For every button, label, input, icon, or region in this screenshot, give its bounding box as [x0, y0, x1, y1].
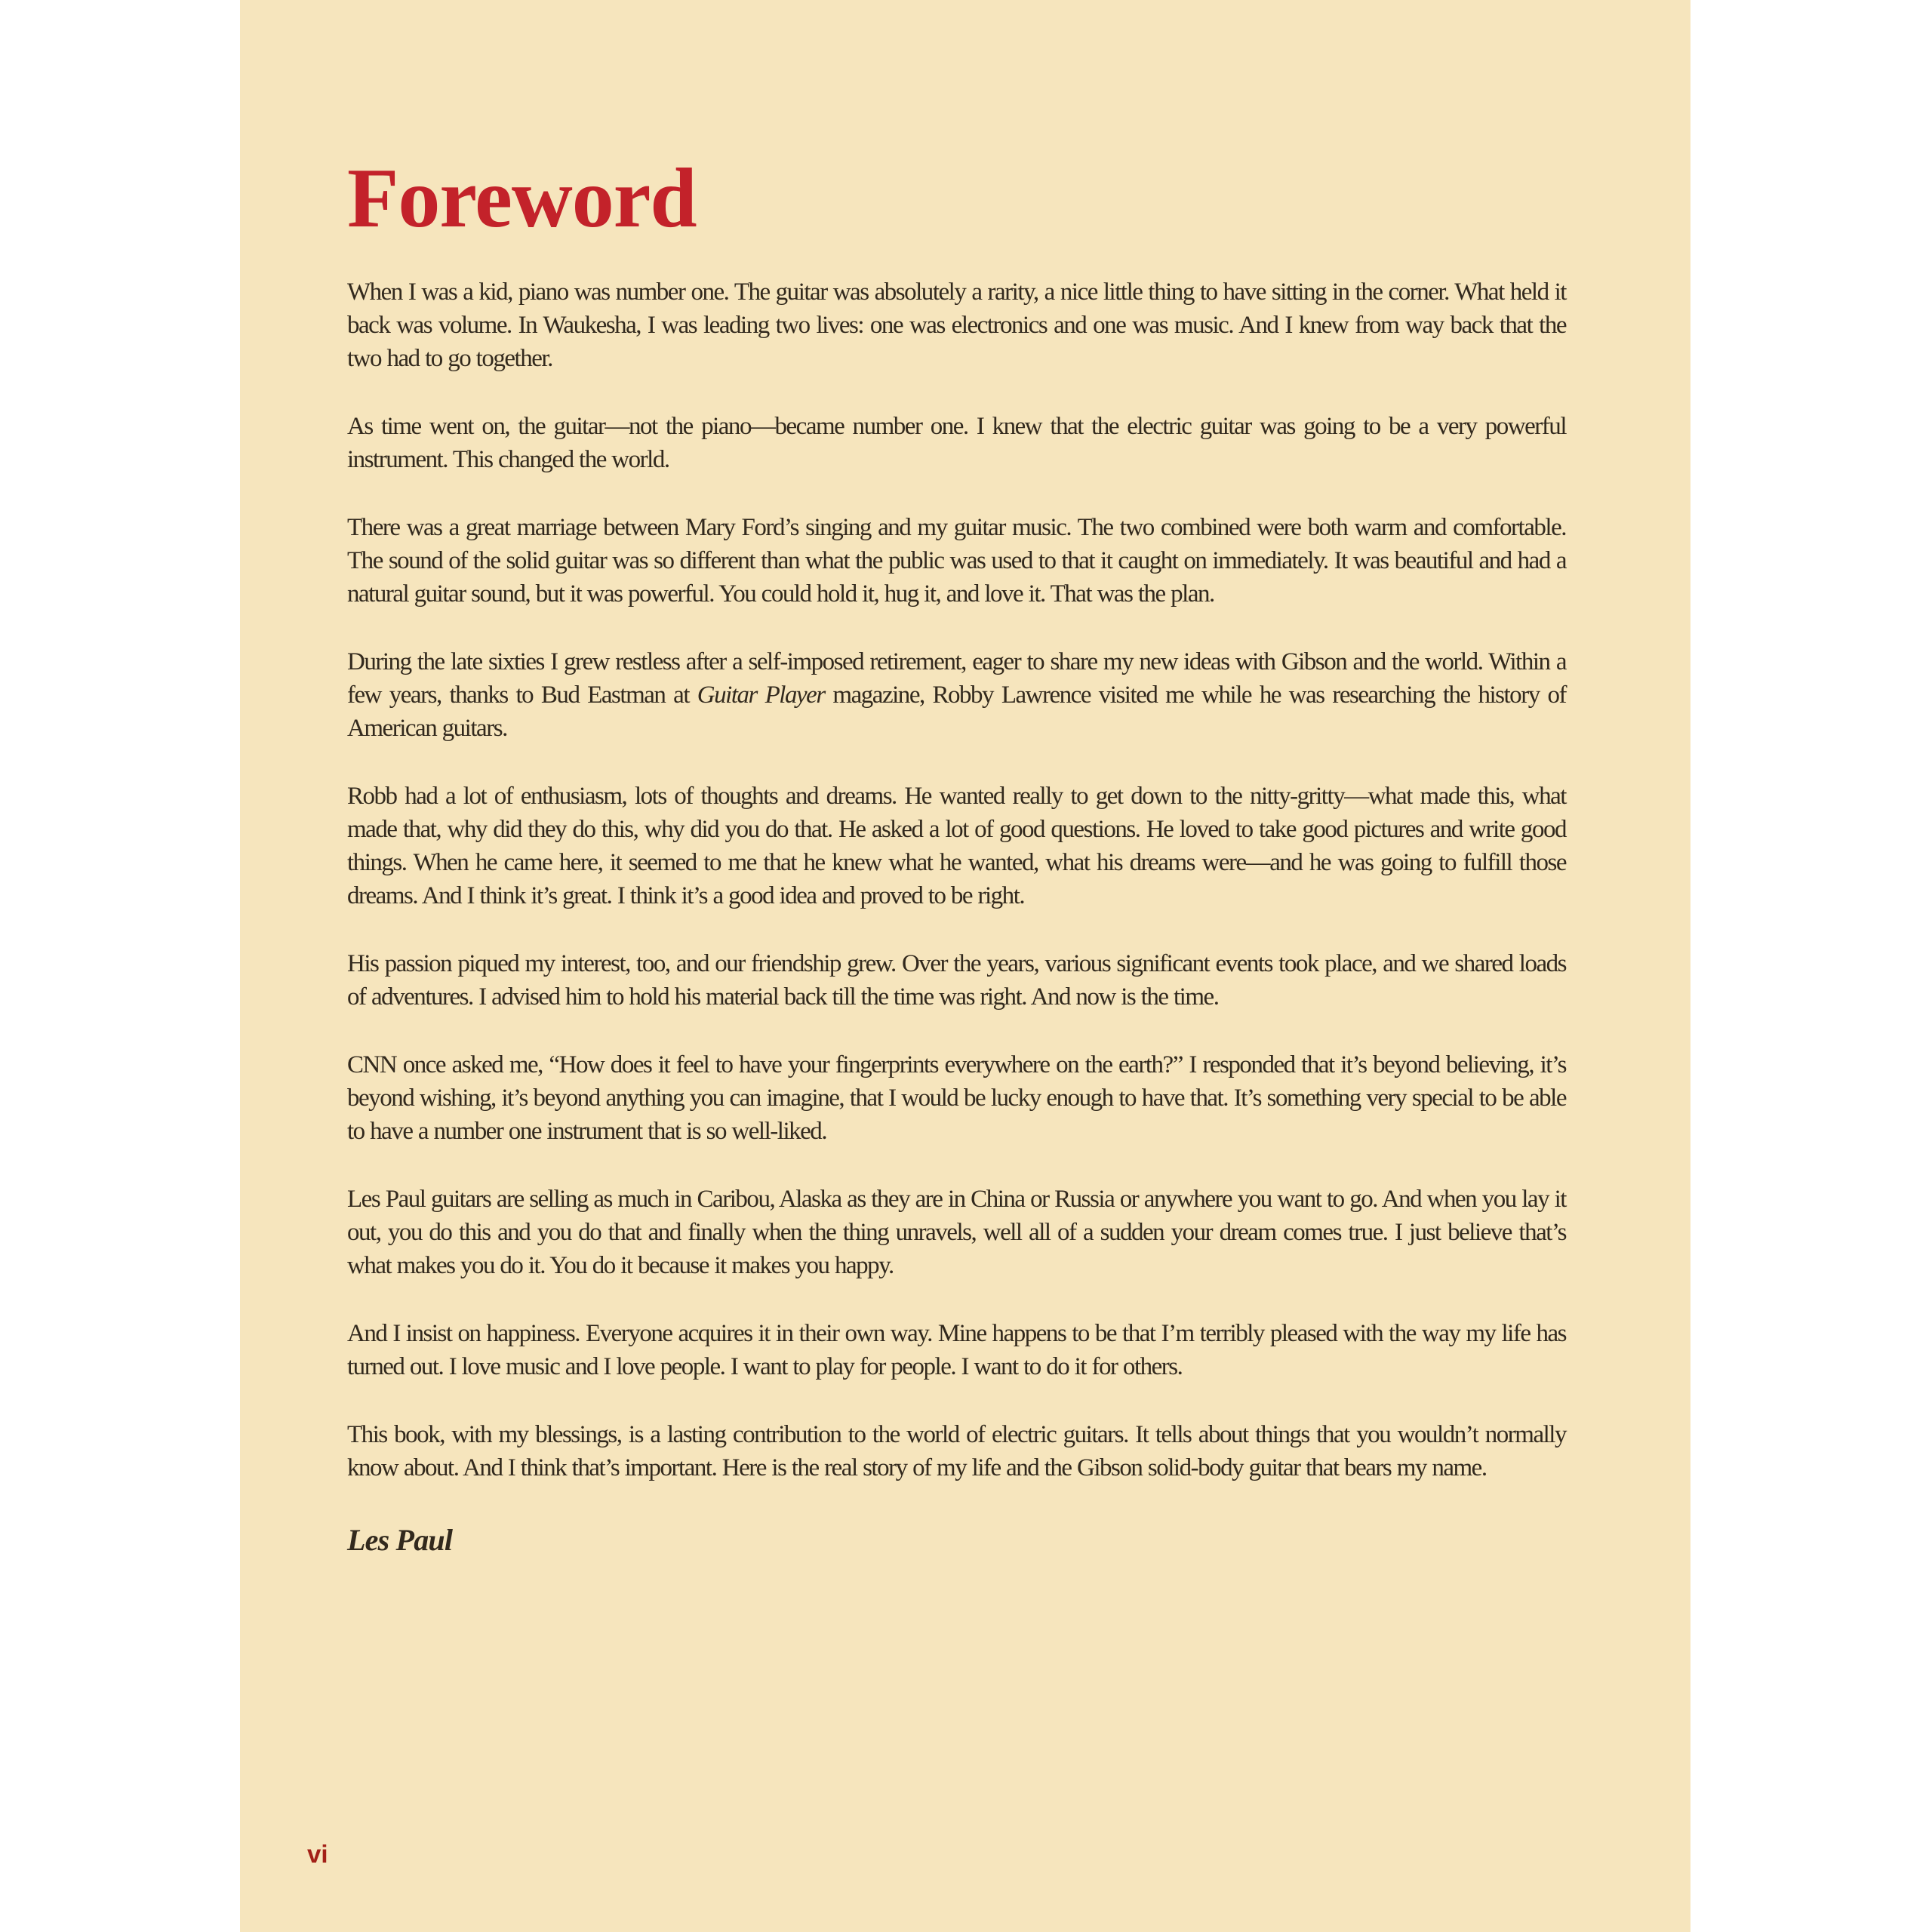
paragraph-text: There was a great marriage between Mary Ford’s singing and my guitar music. The two combined were both warm and comfortable. The sound of the solid guitar was so different than what the public was used to that it caught on immediately. It was beautiful and had a natural guitar sound, but it was powerful. You could hold it, hug it, and love it. That was the plan. — [347, 513, 1566, 608]
foreword-paragraph — [347, 947, 1566, 1014]
foreword-paragraph — [347, 780, 1566, 912]
paragraph-text: As time went on, the guitar—not the piano—became number one. I knew that the electric guitar was going to be a very powerful instrument. This changed the world. — [347, 412, 1566, 473]
page-number: vi — [307, 1840, 328, 1868]
foreword-paragraph — [347, 275, 1566, 375]
foreword-paragraph — [347, 511, 1566, 611]
foreword-paragraph — [347, 1317, 1566, 1383]
author-signature: Les Paul — [347, 1522, 453, 1557]
foreword-body — [347, 275, 1566, 1484]
page-content — [240, 0, 1690, 1558]
foreword-paragraph — [347, 645, 1566, 745]
foreword-paragraph — [347, 1183, 1566, 1282]
paragraph-text: During the late sixties I grew restless after a self-imposed retirement, eager to share my new ideas with Gibson and the world. Within a few years, thanks to Bud Eastman at — [347, 648, 1566, 709]
paragraph-text: CNN once asked me, “How does it feel to have your fingerprints everywhere on the earth?” I responded that it’s beyond believing, it’s beyond wishing, it’s beyond anything you can imagine, that I would be lucky enough to have that. It’s something very special to be able to have a number one instrument that is so well-liked. — [347, 1051, 1566, 1145]
paragraph-text: Robb had a lot of enthusiasm, lots of thoughts and dreams. He wanted really to get down to the nitty-gritty—what made this, what made that, why did they do this, why did you do that. He asked a lot of good questions. He loved to take good pictures and write good things. When he came here, it seemed to me that he knew what he wanted, what his dreams were—and he was going to fulfill those dreams. And I think it’s great. I think it’s a good idea and proved to be right. — [347, 782, 1566, 909]
page-title: Foreword — [347, 152, 697, 245]
foreword-paragraph — [347, 1418, 1566, 1484]
paragraph-text: His passion piqued my interest, too, and our friendship grew. Over the years, various significant events took place, and we shared loads of adventures. I advised him to hold his material back till the time was right. And now is the time. — [347, 949, 1566, 1011]
foreword-paragraph — [347, 410, 1566, 476]
book-page — [240, 0, 1690, 1932]
paragraph-text: And I insist on happiness. Everyone acquires it in their own way. Mine happens to be that I’m terribly pleased with the way my life has turned out. I love music and I love people. I want to play for people. I want to do it for others. — [347, 1319, 1566, 1380]
paragraph-text: When I was a kid, piano was number one. The guitar was absolutely a rarity, a nice little thing to have sitting in the corner. What held it back was volume. In Waukesha, I was leading two lives: one was electronics and one was music. And I knew from way back that the two had to go together. — [347, 278, 1566, 372]
magazine-title-italic: Guitar Player — [697, 681, 825, 709]
paragraph-text: This book, with my blessings, is a lasting contribution to the world of electric guitars. It tells about things that you wouldn’t normally know about. And I think that’s important. Here is the real story of my life and the Gibson solid-body guitar that bears my name. — [347, 1420, 1566, 1481]
paragraph-text: magazine, Robby Lawrence visited me while he was researching the history of American guitars. — [347, 681, 1566, 742]
paragraph-text: Les Paul guitars are selling as much in Caribou, Alaska as they are in China or Russia or anywhere you want to go. And when you lay it out, you do this and you do that and finally when the thing unravels, well all of a sudden your dream comes true. I just believe that’s what makes you do it. You do it because it makes you happy. — [347, 1185, 1566, 1279]
foreword-paragraph — [347, 1048, 1566, 1148]
